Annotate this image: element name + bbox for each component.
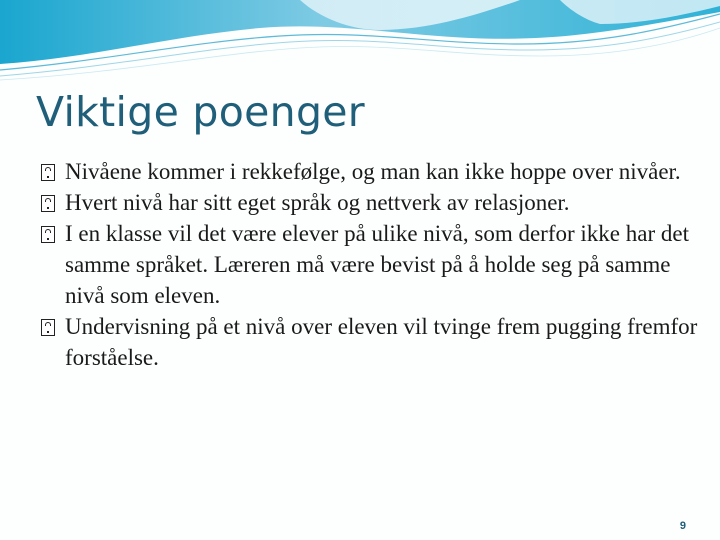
header-wave-banner [0, 0, 720, 90]
bullet-item [40, 311, 708, 373]
missing-glyph-icon [41, 195, 55, 212]
page-number: 9 [679, 520, 686, 532]
missing-glyph-icon [41, 319, 55, 336]
missing-glyph-icon [41, 226, 55, 243]
bullet-text: Undervisning på et nivå over eleven vil tvinge frem pugging fremfor forståelse. [65, 314, 698, 370]
bullet-list [40, 156, 708, 373]
bullet-text: Nivåene kommer i rekkefølge, og man kan ikke hoppe over nivåer. [65, 159, 681, 184]
bullet-text: I en klasse vil det være elever på ulike nivå, som derfor ikke har det samme språket. Læreren må være bevist på å holde seg på samme nivå som eleven. [65, 221, 689, 308]
bullet-text: Hvert nivå har sitt eget språk og nettverk av relasjoner. [65, 190, 570, 215]
bullet-item [40, 156, 708, 187]
bullet-item [40, 187, 708, 218]
missing-glyph-icon [41, 164, 55, 181]
bullet-item [40, 218, 708, 311]
slide-title: Viktige poenger [36, 88, 365, 136]
